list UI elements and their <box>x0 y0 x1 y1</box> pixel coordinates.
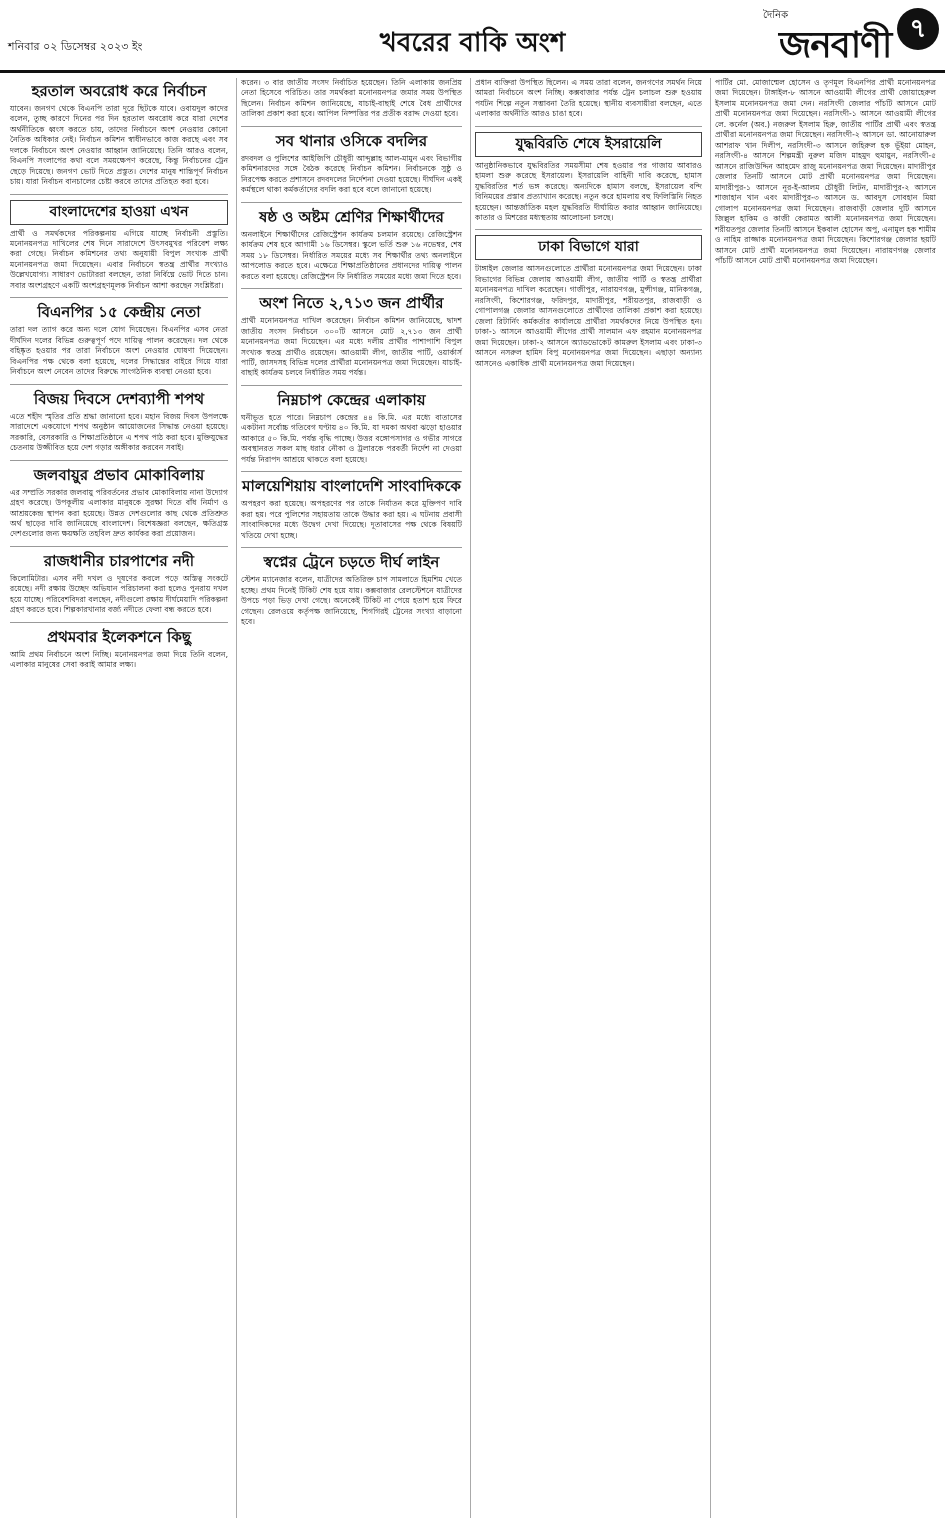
article-divider <box>241 547 462 548</box>
article-headline: অংশ নিতে ২,৭১৩ জন প্রার্থীর <box>259 294 444 313</box>
article <box>10 390 228 454</box>
article <box>241 132 462 196</box>
article <box>241 477 462 541</box>
article-headline: সব থানার ওসিকে বদলির <box>275 131 428 150</box>
article-body: যাবেন। জনগণ থেকে বিএনপি তারা দূরে ছিটকে যাবে। ওবায়দুল কাদের বলেন, তুচ্ছ কারণে দিনের পর দিন হরতাল অবরোধ করে যারা দেশের অর্থনীতিকে ধ্বংস করতে চায়, তাদের নির্বাচনে অংশ নেওয়ার কোনো নৈতিক অধিকার নেই। নির্বাচন কমিশন স্বাধীনভাবে কাজ করছে এবং সব দলকে নির্বাচনে অংশ নেওয়ার আহ্বান জানিয়েছে। তিনি আরও বলেন, বিএনপি সংলাপের কথা বলে সময়ক্ষেপণ করেছে, কিন্তু নির্বাচনের ট্রেন ছেড়ে দিয়েছে। জনগণ ভোট দিতে প্রস্তুত। দেশের মানুষ শান্তিপূর্ণ নির্বাচন চায়। যারা নির্বাচন বানচালের চেষ্টা করবে তাদের প্রতিহত করা হবে। <box>10 104 228 187</box>
article-divider <box>10 384 228 385</box>
article-body: তারা দল ত্যাগ করে অন্য দলে যোগ দিয়েছেন। বিএনপির এসব নেতা দীর্ঘদিন দলের বিভিন্ন গুরুত্বপূর্ণ পদে দায়িত্ব পালন করেছেন। দল থেকে বহিষ্কৃত হওয়ার পর তারা নির্বাচনে অংশ নেওয়ার ঘোষণা দিয়েছেন। বিএনপির পক্ষ থেকে বলা হয়েছে, দলের সিদ্ধান্তের বাইরে গিয়ে যারা নির্বাচনে অংশ নেবেন তাদের বিরুদ্ধে সাংগঠনিক ব্যবস্থা নেওয়া হবে। <box>10 325 228 377</box>
article-divider <box>241 471 462 472</box>
article-body: পার্টির মো. মোজাম্মেল হোসেন ও তৃণমূল বিএনপির প্রার্থী মনোনয়নপত্র জমা দিয়েছেন। টাঙ্গাইল-৮ আসনে আওয়ামী লীগের প্রার্থী জোয়াহেরুল ইসলাম মনোনয়নপত্র জমা দেন। নরসিংদী জেলার পাঁচটি আসনে মোট প্রার্থী মনোনয়নপত্র জমা দিয়েছেন। নরসিংদী-১ আসনে আওয়ামী লীগের লে. কর্নেল (অব.) নজরুল ইসলাম হিরু, জাতীয় পার্টির প্রার্থী এবং স্বতন্ত্র প্রার্থীরা মনোনয়নপত্র জমা দিয়েছেন। নরসিংদী-২ আসনে ডা. আনোয়ারুল আশরাফ খান দিলীপ, নরসিংদী-৩ আসনে জহিরুল হক ভূঁইয়া মোহন, নরসিংদী-৪ আসনে শিল্পমন্ত্রী নুরুল মজিদ মাহমুদ হুমায়ুন, নরসিংদী-৫ আসনে রাজিউদ্দিন আহমেদ রাজু মনোনয়নপত্র জমা দিয়েছেন। মাদারীপুর জেলার তিনটি আসনে মোট প্রার্থী মনোনয়নপত্র জমা দিয়েছেন। মাদারীপুর-১ আসনে নূর-ই-আলম চৌধুরী লিটন, মাদারীপুর-২ আসনে শাজাহান খান এবং মাদারীপুর-৩ আসনে ড. আবদুস সোবহান মিয়া গোলাপ মনোনয়নপত্র জমা দিয়েছেন। রাজবাড়ী জেলার দুটি আসনে জিল্লুল হাকিম ও কাজী কেরামত আলী মনোনয়নপত্র জমা দিয়েছেন। শরীয়তপুর জেলার তিনটি আসনে ইকবাল হোসেন অপু, এনামুল হক শামীম ও নাহিম রাজ্জাক মনোনয়নপত্র জমা দিয়েছেন। কিশোরগঞ্জ জেলার ছয়টি আসনে মোট প্রার্থী মনোনয়নপত্র জমা দিয়েছেন। নারায়ণগঞ্জ জেলার পাঁচটি আসনে মোট প্রার্থী মনোনয়নপত্র জমা দিয়েছেন। <box>715 78 936 265</box>
article-body: এতে শহীদ স্মৃতির প্রতি শ্রদ্ধা জানানো হবে। মহান বিজয় দিবস উপলক্ষে সারাদেশে একযোগে শপথ অনুষ্ঠান আয়োজনের সিদ্ধান্ত নেওয়া হয়েছে। সরকারি, বেসরকারি ও শিক্ষাপ্রতিষ্ঠানে এ শপথ পাঠ করা হবে। মুক্তিযুদ্ধের চেতনায় উজ্জীবিত হয়ে দেশ গড়ার অঙ্গীকার করবেন সবাই। <box>10 411 228 453</box>
article-body: অপহরণ করা হয়েছে। অপহরণের পর তাকে নির্যাতন করে মুক্তিপণ দাবি করা হয়। পরে পুলিশের সহায়তায় তাকে উদ্ধার করা হয়। এ ঘটনায় প্রবাসী সাংবাদিকদের মধ্যে উদ্বেগ দেখা দিয়েছে। দূতাবাসের পক্ষ থেকে বিষয়টি খতিয়ে দেখা হচ্ছে। <box>241 499 462 540</box>
article-body: অনলাইনে শিক্ষার্থীদের রেজিস্ট্রেশন কার্যক্রম চলমান রয়েছে। রেজিস্ট্রেশন কার্যক্রম শেষ হবে আগামী ১৬ ডিসেম্বর। স্কুলে ভর্তি শুরু ১৬ নভেম্বর, শেষ সময় ১৮ ডিসেম্বর। নির্ধারিত সময়ের মধ্যে সব শিক্ষার্থীর তথ্য অনলাইনে আপলোড করতে হবে। এক্ষেত্রে শিক্ষাপ্রতিষ্ঠানের প্রধানদের দায়িত্ব পালন করতে বলা হয়েছে। রেজিস্ট্রেশন ফি নির্ধারিত সময়ের মধ্যে জমা দিতে হবে। <box>241 229 462 281</box>
article-headline: রাজধানীর চারপাশের নদী <box>43 551 195 570</box>
column-3 <box>470 78 706 1518</box>
article-body: রদবদল ও পুলিশের আইজিপি চৌধুরী আব্দুল্লাহ আল-মামুন এবং বিভাগীয় কমিশনারদের সঙ্গে বৈঠক করেছে নির্বাচন কমিশন। নির্বাচনকে সুষ্ঠু ও নিরপেক্ষ করতে প্রশাসনে রদবদলের নির্দেশনা দেওয়া হয়েছে। দীর্ঘদিন একই কর্মস্থলে থাকা কর্মকর্তাদের বদলি করা হবে বলে জানানো হয়েছে। <box>241 153 462 195</box>
article <box>10 628 228 671</box>
article-headline: ষষ্ঠ ও অষ্টম শ্রেণির শিক্ষার্থীদের <box>259 207 444 226</box>
article-divider <box>241 202 462 203</box>
article-headline: জলবায়ুর প্রভাব মোকাবিলায় <box>33 465 205 484</box>
column-4 <box>710 78 940 1518</box>
article-body: প্রার্থী মনোনয়নপত্র দাখিল করেছেন। নির্বাচন কমিশন জানিয়েছে, দ্বাদশ জাতীয় সংসদ নির্বাচনে ৩০০টি আসনে মোট ২,৭১৩ জন প্রার্থী মনোনয়নপত্র জমা দিয়েছেন। এর মধ্যে দলীয় প্রার্থীর পাশাপাশি বিপুল সংখ্যক স্বতন্ত্র প্রার্থীও রয়েছেন। আওয়ামী লীগ, জাতীয় পার্টি, ওয়ার্কার্স পার্টি, জাসদসহ বিভিন্ন দলের প্রার্থীরা মনোনয়নপত্র জমা দিয়েছেন। যাচাই-বাছাই কার্যক্রম চলবে নির্ধারিত সময় পর্যন্ত। <box>241 316 462 378</box>
article-body: টাঙ্গাইল জেলার আসনগুলোতে প্রার্থীরা মনোনয়নপত্র জমা দিয়েছেন। ঢাকা বিভাগের বিভিন্ন জেলায় আওয়ামী লীগ, জাতীয় পার্টি ও স্বতন্ত্র প্রার্থীরা মনোনয়নপত্র দাখিল করেছেন। গাজীপুর, নারায়ণগঞ্জ, মুন্সীগঞ্জ, মানিকগঞ্জ, নরসিংদী, কিশোরগঞ্জ, ফরিদপুর, মাদারীপুর, শরীয়তপুর, রাজবাড়ী ও গোপালগঞ্জ জেলার আসনগুলোতে প্রার্থীদের তালিকা প্রকাশ করা হয়েছে। জেলা রিটার্নিং কর্মকর্তার কার্যালয়ে প্রার্থীরা সমর্থকদের নিয়ে উপস্থিত হন। ঢাকা-১ আসনে আওয়ামী লীগের প্রার্থী সালমান এফ রহমান মনোনয়নপত্র জমা দিয়েছেন। ঢাকা-২ আসনে অ্যাডভোকেট কামরুল ইসলাম এবং ঢাকা-৩ আসনে নসরুল হামিদ বিপু মনোনয়নপত্র জমা দিয়েছেন। এছাড়া অন্যান্য আসনেও একাধিক প্রার্থী মনোনয়নপত্র জমা দিয়েছেন। <box>475 264 702 368</box>
article-divider <box>241 288 462 289</box>
article-divider <box>241 385 462 386</box>
article-headline: স্বপ্নের ট্রেনে চড়তে দীর্ঘ লাইন <box>263 553 440 572</box>
article-divider <box>10 622 228 623</box>
logo-wordmark: জনবাণী <box>779 24 892 66</box>
article-headline: নিম্নচাপ কেন্দ্রের এলাকায় <box>277 390 426 409</box>
article-headline: বাংলাদেশের হাওয়া এখন <box>10 200 228 225</box>
article-headline: হরতাল অবরোধ করে নির্বাচন <box>31 82 207 100</box>
article <box>475 235 702 368</box>
article-divider <box>475 229 702 230</box>
article-body: ঘনীভূত হতে পারে। নিম্নচাপ কেন্দ্রের ৪৪ কি.মি. এর মধ্যে বাতাসের একটানা সর্বোচ্চ গতিবেগ ঘণ্টায় ৪০ কি.মি. যা দমকা অথবা ঝড়ো হাওয়ার আকারে ৫০ কি.মি. পর্যন্ত বৃদ্ধি পাচ্ছে। উত্তর বঙ্গোপসাগর ও গভীর সাগরে অবস্থানরত সকল মাছ ধরার নৌকা ও ট্রলারকে পরবর্তী নির্দেশ না দেওয়া পর্যন্ত নিরাপদ আশ্রয়ে থাকতে বলা হয়েছে। <box>241 412 462 464</box>
column-2 <box>236 78 466 1518</box>
article-body: আমি প্রথম নির্বাচনে অংশ নিচ্ছি। মনোনয়নপত্র জমা দিয়ে তিনি বলেন, এলাকার মানুষের সেবা করাই আমার লক্ষ্য। <box>10 649 228 670</box>
article <box>10 466 228 540</box>
article <box>241 553 462 627</box>
article-divider <box>241 126 462 127</box>
article <box>10 303 228 377</box>
article-body: স্টেশন ম্যানেজার বলেন, যাত্রীদের অতিরিক্ত চাপ সামলাতে হিমশিম খেতে হচ্ছে। প্রথম দিনেই টিকিট শেষ হয়ে যায়। কক্সবাজার রেলস্টেশনে যাত্রীদের উপচে পড়া ভিড় দেখা গেছে। অনেকেই টিকিট না পেয়ে হতাশ হয়ে ফিরে গেছেন। রেলওয়ে কর্তৃপক্ষ জানিয়েছে, শিগগিরই ট্রেনের সংখ্যা বাড়ানো হবে। <box>241 575 462 626</box>
issue-date: শনিবার ০২ ডিসেম্বর ২০২৩ ইং <box>8 40 143 53</box>
article-headline: মালয়েশিয়ায় বাংলাদেশি সাংবাদিককে <box>242 477 461 496</box>
article-divider <box>10 194 228 195</box>
article-body: করেন। ৩ বার জাতীয় সংসদ নির্বাচিত হয়েছেন। তিনি এলাকায় জনপ্রিয় নেতা হিসেবে পরিচিত। তার সমর্থকরা মনোনয়নপত্র জমার সময় উপস্থিত ছিলেন। নির্বাচন কমিশন জানিয়েছে, যাচাই-বাছাই শেষে বৈধ প্রার্থীদের তালিকা প্রকাশ করা হবে। আপিল নিষ্পত্তির পর প্রতীক বরাদ্দ দেওয়া হবে। <box>241 78 462 119</box>
article <box>10 200 228 292</box>
article <box>10 82 228 188</box>
article-divider <box>10 297 228 298</box>
article <box>10 552 228 616</box>
article-body: এর সম্প্রতি সরকার জলবায়ু পরিবর্তনের প্রভাব মোকাবিলায় নানা উদ্যোগ গ্রহণ করেছে। উপকূলীয় এলাকার মানুষকে সুরক্ষা দিতে বাঁধ নির্মাণ ও আশ্রয়কেন্দ্র স্থাপন করা হয়েছে। উন্নত দেশগুলোর কাছ থেকে প্রতিশ্রুত অর্থ ছাড়ের দাবি জানিয়েছে বাংলাদেশ। বিশেষজ্ঞরা বলছেন, ক্ষতিগ্রস্ত দেশগুলোর জন্য ক্ষয়ক্ষতি তহবিল দ্রুত কার্যকর করা প্রয়োজন। <box>10 487 228 539</box>
article-divider <box>475 126 702 127</box>
article-headline: যুদ্ধবিরতি শেষে ইসরায়েলি <box>475 132 702 157</box>
article-headline: ঢাকা বিভাগে যারা <box>475 235 702 260</box>
article <box>241 78 462 120</box>
article <box>475 132 702 224</box>
article-body: প্রার্থী ও সমর্থকদের পরিকল্পনায় এগিয়ে যাচ্ছে নির্বাচনী প্রস্তুতি। মনোনয়নপত্র দাখিলের শেষ দিনে সারাদেশে উৎসবমুখর পরিবেশ লক্ষ্য করা গেছে। নির্বাচন কমিশনের তথ্য অনুযায়ী বিপুল সংখ্যক প্রার্থী মনোনয়নপত্র জমা দিয়েছেন। এবার নির্বাচনে স্বতন্ত্র প্রার্থীর সংখ্যাও উল্লেখযোগ্য। সাধারণ ভোটাররা বলছেন, তারা নির্বিঘ্নে ভোট দিতে চান। সবার অংশগ্রহণে একটি অংশগ্রহণমূলক নির্বাচন আশা করছেন সংশ্লিষ্টরা। <box>10 228 228 290</box>
article-body: আনুষ্ঠানিকভাবে যুদ্ধবিরতির সময়সীমা শেষ হওয়ার পর গাজায় আবারও হামলা শুরু করেছে ইসরায়েল। ইসরায়েলি বাহিনী দাবি করেছে, হামাস যুদ্ধবিরতির শর্ত ভঙ্গ করেছে। অন্যদিকে হামাস বলছে, ইসরায়েল বন্দি বিনিময়ের প্রস্তাব প্রত্যাখ্যান করেছে। নতুন করে হামলায় বহু ফিলিস্তিনি নিহত হয়েছেন। আন্তর্জাতিক মহল যুদ্ধবিরতি দীর্ঘায়িত করার আহ্বান জানিয়েছে। কাতার ও মিশরের মধ্যস্থতায় আলোচনা চলছে। <box>475 160 702 223</box>
article <box>241 294 462 379</box>
article <box>241 391 462 465</box>
logo-prefix: দৈনিক <box>763 10 789 21</box>
article-headline: প্রথমবার ইলেকশনে কিছু <box>47 627 191 646</box>
article-body: কিলোমিটার। এসব নদী দখল ও দূষণের কবলে পড়ে অস্তিত্ব সংকটে রয়েছে। নদী রক্ষায় উচ্ছেদ অভিযান পরিচালনা করা হলেও পুনরায় দখল হয়ে যাচ্ছে। পরিবেশবিদরা বলছেন, নদীগুলো রক্ষায় দীর্ঘমেয়াদি পরিকল্পনা গ্রহণ করতে হবে। শিল্পকারখানার বর্জ্য নদীতে ফেলা বন্ধ করতে হবে। <box>10 573 228 615</box>
article <box>475 78 702 120</box>
page-header <box>0 0 945 73</box>
article-body: প্রধান ব্যক্তিরা উপস্থিত ছিলেন। এ সময় তারা বলেন, জনগণের সমর্থন নিয়ে আমরা নির্বাচনে অংশ নিচ্ছি। কক্সবাজার পর্যন্ত ট্রেন চলাচল শুরু হওয়ায় পর্যটন শিল্পে নতুন সম্ভাবনা তৈরি হয়েছে। স্থানীয় ব্যবসায়ীরা বলছেন, এতে এলাকার অর্থনীতি আরও চাঙা হবে। <box>475 78 702 119</box>
article-divider <box>10 460 228 461</box>
article <box>715 78 936 266</box>
article-headline: বিএনপির ১৫ কেন্দ্রীয় নেতা <box>37 303 201 322</box>
newspaper-logo <box>763 8 893 64</box>
page-number-badge: ৭ <box>897 8 939 50</box>
article-headline: বিজয় দিবসে দেশব্যাপী শপথ <box>33 389 205 408</box>
column-1 <box>6 78 232 1518</box>
section-title: খবরের বাকি অংশ <box>379 28 566 58</box>
article-divider <box>10 546 228 547</box>
article <box>241 208 462 282</box>
